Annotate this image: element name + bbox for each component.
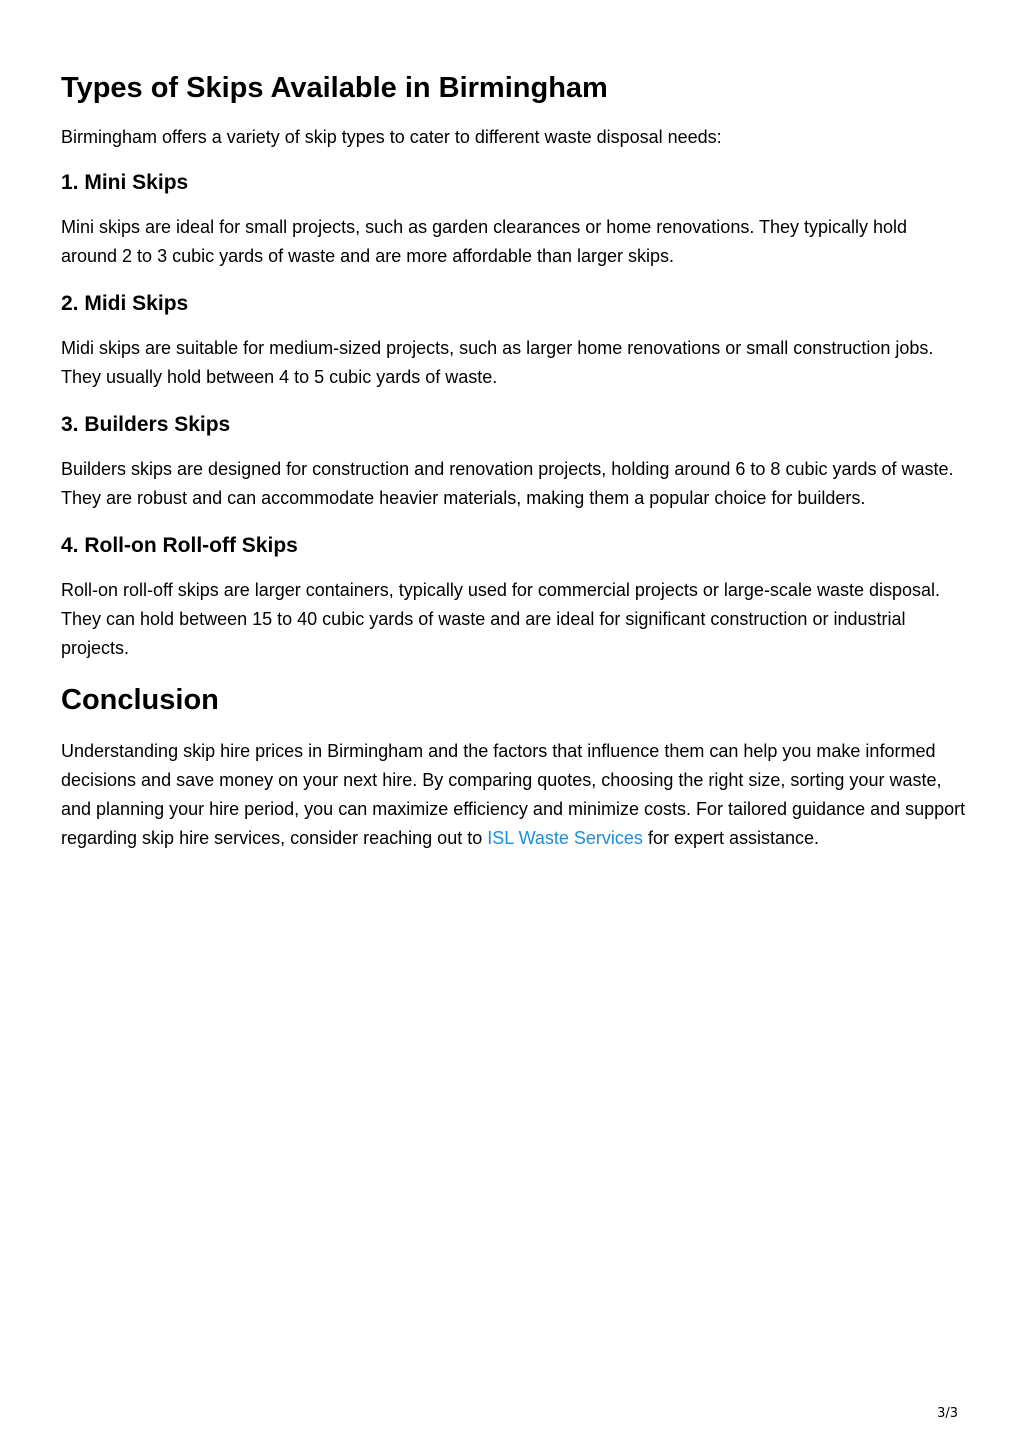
conclusion-text-after-link: for expert assistance. (642, 828, 820, 848)
skip-type-roro (61, 532, 966, 663)
conclusion-heading: Conclusion (61, 684, 219, 716)
skip-type-midi (61, 290, 966, 392)
isl-waste-services-link[interactable]: ISL Waste Services (487, 828, 643, 848)
skip-type-description: Midi skips are suitable for medium-sized projects, such as larger home renovations or small construction jobs. They usually hold between 4 to 5 cubic yards of waste. (61, 338, 934, 387)
skip-type-heading: 1. Mini Skips (61, 171, 189, 194)
page-number: 3/3 (937, 1406, 958, 1421)
skip-type-description: Builders skips are designed for construction and renovation projects, holding around 6 to 8 cubic yards of waste. They are robust and can accommodate heavier materials, making them a popular choice for builders. (61, 459, 954, 508)
skip-type-builders (61, 411, 966, 513)
page-title: Types of Skips Available in Birmingham (61, 72, 608, 104)
skip-type-description: Mini skips are ideal for small projects, such as garden clearances or home renovations. They typically hold around 2 to 3 cubic yards of waste and are more affordable than larger skips. (61, 217, 908, 266)
skip-type-heading: 2. Midi Skips (61, 292, 189, 315)
skip-type-heading: 4. Roll-on Roll-off Skips (61, 534, 298, 557)
conclusion-paragraph (61, 737, 966, 853)
skip-type-mini (61, 169, 966, 271)
skip-type-description: Roll-on roll-off skips are larger containers, typically used for commercial projects or large-scale waste disposal. They can hold between 15 to 40 cubic yards of waste and are ideal for significant construction or industrial projects. (61, 580, 941, 658)
skip-type-heading: 3. Builders Skips (61, 413, 231, 436)
conclusion-text-before-link: Understanding skip hire prices in Birmingham and the factors that influence them can help you make informed decisions and save money on your next hire. By comparing quotes, choosing the right size, sorting your waste, and planning your hire period, you can maximize efficiency and minimize costs. For tailored guidance and support regarding skip hire services, consider reaching out to (61, 741, 966, 848)
intro-paragraph: Birmingham offers a variety of skip types to cater to different waste disposal needs: (61, 127, 722, 147)
document-body (61, 70, 966, 853)
